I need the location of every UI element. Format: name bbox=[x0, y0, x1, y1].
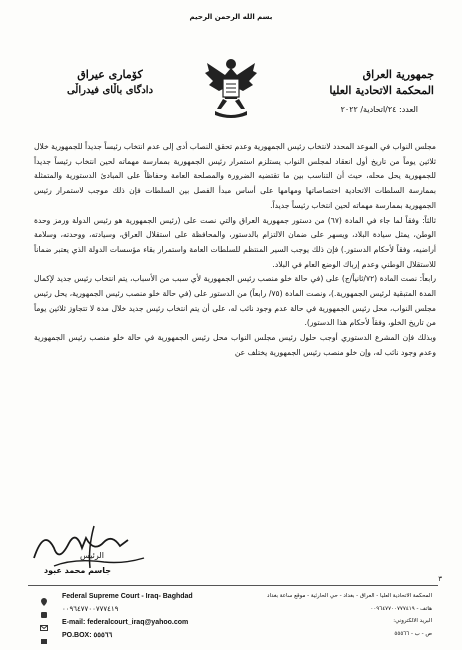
footer-phone: ٠٠٩٦٤٧٧٠٠٧٧٧٤١٩ bbox=[62, 606, 119, 613]
footer-divider bbox=[28, 585, 438, 586]
footer-address-arabic: المحكمة الاتحادية العليا - العراق - بغداد - حي الحارثية - موقع ساعة بغداد bbox=[267, 593, 432, 599]
basmala-text: بسم الله الرحمن الرحيم bbox=[189, 13, 273, 21]
paragraph-1: مجلس النواب في الموعد المحدد لانتخاب رئيس الجمهورية وعدم تحقق النصاب أدى إلى عدم انتخاب رئيساً جديداً للجمهورية خلال ثلاثين يوماً من تاريخ أول انعقاد لمجلس النواب يستلزم استمرار رئيس الجمهورية بممارسة مهماته لحين انتخاب رئيساً جديداً للجمهورية يحل محله، حيث أن التناسب بين ما تقتضيه الضرورة والمصلحة العامة وحفاظاً على المبادئ الدستورية والمتمثلة بممارسة السلطات الاتحادية اختصاصاتها ومهامها على أساس مبدأ الفصل بين السلطات فإن ذلك موجب لاستمرار رئيس الجمهورية بممارسة مهماته لحين انتخاب رئيساً جديداً. bbox=[34, 142, 436, 210]
eagle-emblem-icon bbox=[203, 55, 259, 121]
footer-arabic-block bbox=[242, 590, 432, 640]
page-number: ٣ bbox=[438, 575, 442, 583]
footer-email-arabic: البريد الالكتروني: bbox=[393, 618, 432, 624]
country-name-arabic: جمهورية العراق bbox=[362, 68, 434, 81]
document-number: العدد: ٢٤/اتحادية/ ٢٠٢٢ bbox=[340, 105, 418, 114]
footer-icons bbox=[40, 591, 54, 643]
country-name-kurdish: كۆماری عیراق bbox=[77, 68, 143, 81]
footer-email: E-mail: federalcourt_iraq@yahoo.com bbox=[62, 619, 189, 626]
paragraph-4: وبذلك فإن المشرع الدستوري أوجب حلول رئيس مجلس النواب محل رئيس الجمهورية في حالة خلو منصب رئيس الجمهورية وعدم وجود نائب له، وإن خلو منصب رئيس الجمهورية يختلف عن bbox=[34, 333, 436, 357]
footer-pobox: PO.BOX: ٥٥٥٦٦ bbox=[62, 632, 113, 639]
header-left-block bbox=[40, 67, 180, 99]
court-name-kurdish: دادگای باڵای فیدراڵی bbox=[66, 85, 154, 96]
paragraph-3: رابعاً: نصت المادة (٧٢/ثانياً/ج) على (في حالة خلو منصب رئيس الجمهورية لأي سبب من الأسباب، يتم انتخاب رئيس جديد لإكمال المدة المتبقية لرئيس الجمهورية.)، ونصت المادة (٧٥/ رابعاً) من الدستور على (في حالة خلو منصب رئيس الجمهورية، يحل رئيس مجلس النواب، محل رئيس الجمهورية في حالة عدم وجود نائب له، على أن يتم انتخاب رئيس جديد خلال مدة لا تتجاوز ثلاثين يوماً من تاريخ الخلو، وفقاً لأحكام هذا الدستور). bbox=[34, 274, 436, 328]
header-right-block bbox=[284, 67, 434, 117]
paragraph-2: ثالثاً: وفقاً لما جاء في المادة (٦٧) من دستور جمهورية العراق والتي نصت على (رئيس الجمهورية هو رئيس الدولة ورمز وحدة الوطن، يمثل سيادة البلاد، ويسهر على ضمان الالتزام بالدستور، والمحافظة على استقلال العراق، وسيادته، ووحدته، وسلامة أراضيه، وفقاً لأحكام الدستور.) فإن ذلك يوجب السير المنتظم للسلطات العامة واستمرار بقاء مؤسسات الدولة الذي يعتبر ضماناً للاستقلال الوطني وعدم إرباك الوضع العام في البلاد. bbox=[34, 215, 436, 269]
mailbox-icon bbox=[40, 637, 48, 645]
footer-phone-arabic: هاتف - ٠٠٩٦٤٧٧٠٠٧٧٧٤١٩ bbox=[370, 605, 432, 612]
court-name-arabic: المحكمة الاتحادية العليا bbox=[329, 84, 434, 97]
footer-english-block bbox=[62, 590, 242, 642]
signatory-title: الرئيس bbox=[80, 551, 104, 560]
footer-court-name: Federal Supreme Court - Iraq- Baghdad bbox=[62, 593, 193, 600]
footer-pobox-arabic: ص - ب - ٥٥٥٦٦ bbox=[394, 630, 432, 637]
decision-body bbox=[34, 140, 436, 361]
signatory-name: جاسم محمد عبود bbox=[44, 566, 112, 575]
